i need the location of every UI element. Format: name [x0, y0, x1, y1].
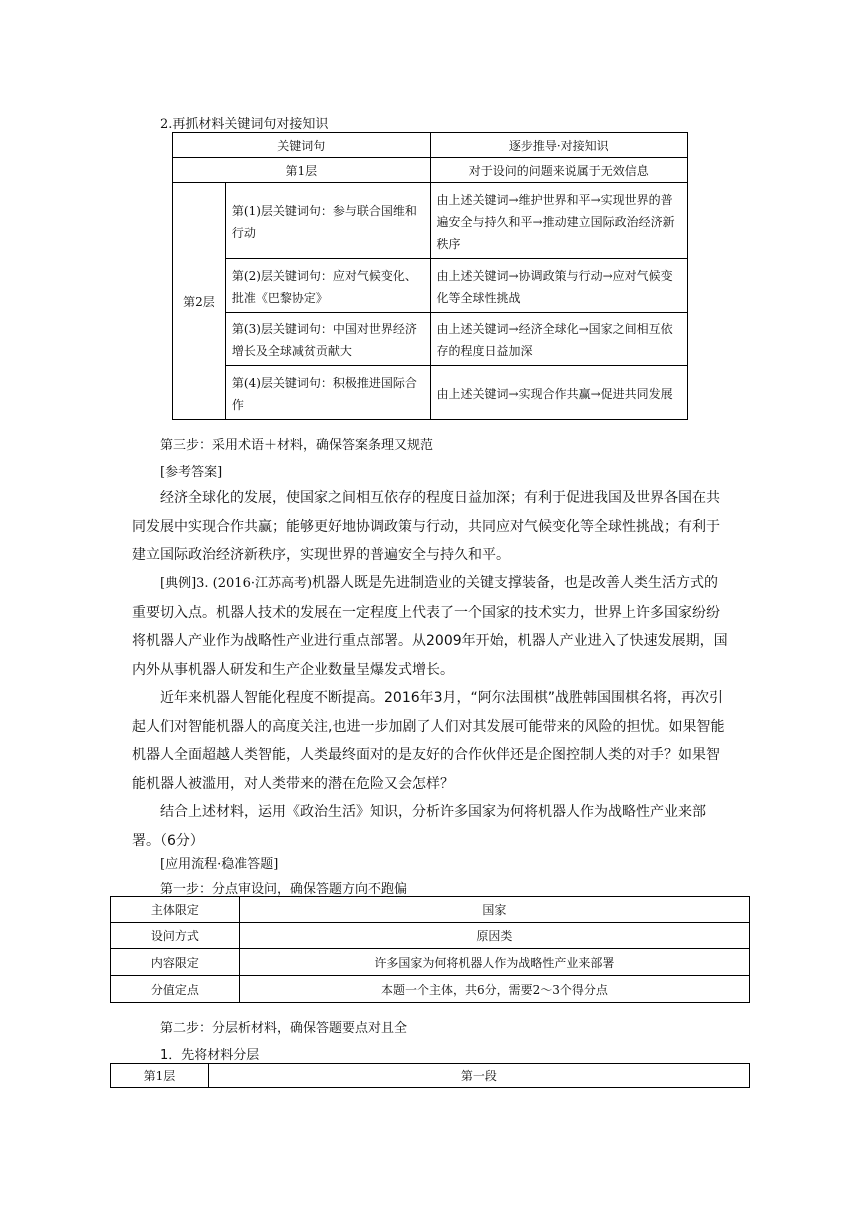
material-paragraph-2: 近年来机器人智能化程度不断提高。2016年3月，“阿尔法围棋”战胜韩国围棋名将，再次引起人们对智能机器人的高度关注,也进一步加剧了人们对其发展可能带来的风险的担忧。如果智能机器人全面超越人类智能，人类最终面对的是友好的合作伙伴还是企图控制人类的对手？如果智能机器人被滥用，对人类带来的潜在危险又会怎样？: [132, 690, 725, 792]
table-cell: 由上述关键词→维护世界和平→实现世界的普遍安全与持久和平→推动建立国际政治经济新秩序: [430, 183, 687, 259]
table-cell: 国家: [239, 897, 749, 923]
example-paragraph: [132, 569, 730, 684]
table-cell: 第一段: [208, 1064, 749, 1088]
table-cell: 第(4)层关键词句：积极推进国际合作: [225, 366, 430, 420]
sub-heading: 1．先将材料分层: [160, 1048, 260, 1063]
table-cell: 本题一个主体，共6分，需要2～3个得分点: [239, 976, 749, 1003]
section-heading: 2.再抓材料关键词句对接知识: [160, 117, 329, 132]
table-cell: 许多国家为何将机器人作为战略性产业来部署: [239, 949, 749, 976]
table-cell: 由上述关键词→经济全球化→国家之间相互依存的程度日益加深: [430, 313, 687, 366]
keyword-table: [172, 132, 688, 420]
example-prefix: [典例]3. (2016·江苏高考): [160, 576, 313, 591]
table-cell: 分值定点: [111, 976, 240, 1003]
process-label: [应用流程·稳准答题]: [160, 857, 279, 872]
material-layer-table: [110, 1063, 750, 1088]
table-cell: 原因类: [239, 923, 749, 949]
table-cell: 第1层: [173, 158, 431, 183]
example-text: 机器人既是先进制造业的关键支撑装备，也是改善人类生活方式的重要切入点。机器人技术的发展在一定程度上代表了一个国家的技术实力，世界上许多国家纷纷将机器人产业作为战略性产业进行重点部署。从2009年开始，机器人产业进入了快速发展期，国内外从事机器人研发和生产企业数量呈爆发式增长。: [132, 575, 728, 678]
table-cell: 设问方式: [111, 923, 240, 949]
table-cell: 由上述关键词→实现合作共赢→促进共同发展: [430, 366, 687, 420]
question-analysis-table: [110, 896, 750, 1003]
table-cell: 由上述关键词→协调政策与行动→应对气候变化等全球性挑战: [430, 259, 687, 313]
step2-heading: 第二步：分层析材料，确保答题要点对且全: [160, 1021, 408, 1036]
table-cell: 第(1)层关键词句：参与联合国维和行动: [225, 183, 430, 259]
step3-heading: 第三步：采用术语＋材料，确保答案条理又规范: [160, 438, 434, 453]
example-block: [132, 569, 730, 855]
table-cell: 第1层: [111, 1064, 209, 1088]
step1-heading: 第一步：分点审设问，确保答题方向不跑偏: [160, 882, 408, 897]
reference-answer: [132, 484, 730, 570]
reference-answer-text: 经济全球化的发展，使国家之间相互依存的程度日益加深；有利于促进我国及世界各国在共同发展中实现合作共赢；能够更好地协调政策与行动，共同应对气候变化等全球性挑战；有利于建立国际政治经济新秩序，实现世界的普遍安全与持久和平。: [132, 490, 720, 563]
layer-label: 第2层: [173, 183, 226, 420]
table-cell: 内容限定: [111, 949, 240, 976]
table-cell: 第(2)层关键词句：应对气候变化、批准《巴黎协定》: [225, 259, 430, 313]
reference-answer-label: [参考答案]: [160, 465, 223, 480]
table-header-cell: 逐步推导·对接知识: [430, 133, 687, 158]
question-text: 结合上述材料，运用《政治生活》知识，分析许多国家为何将机器人作为战略性产业来部署。（6分）: [132, 804, 706, 849]
table-cell: 主体限定: [111, 897, 240, 923]
table-header-cell: 关键词句: [173, 133, 431, 158]
table-cell: 第(3)层关键词句：中国对世界经济增长及全球减贫贡献大: [225, 313, 430, 366]
table-cell: 对于设问的问题来说属于无效信息: [430, 158, 687, 183]
